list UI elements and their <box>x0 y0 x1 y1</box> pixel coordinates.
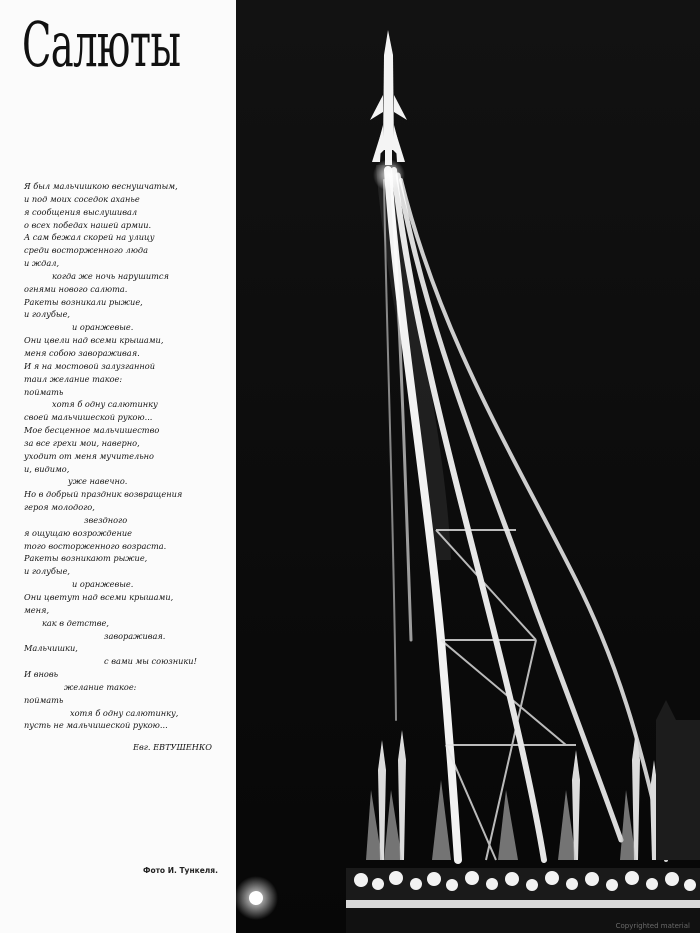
poem-line: я ощущаю возрождение <box>24 527 132 538</box>
poem-line: желание такое: <box>64 681 137 692</box>
poem-line: Ракеты возникают рыжие, <box>24 553 148 564</box>
poem-line: о всех победах нашей армии. <box>24 219 152 230</box>
poem-line: Ракеты возникали рыжие, <box>24 296 143 307</box>
poem-line: и голубые, <box>24 566 71 577</box>
poem-line: завораживая. <box>104 630 166 641</box>
poem-line: И вновь <box>24 669 59 680</box>
poem-line: и оранжевые. <box>72 579 134 590</box>
poem-line: поймать <box>24 386 64 397</box>
poem-line: пусть не мальчишеской рукою... <box>24 720 168 731</box>
poem-line: среди восторженного люда <box>24 245 148 256</box>
building-silhouette <box>656 700 700 860</box>
watermark: Copyrighted material <box>615 922 690 930</box>
poem-line: Мое бесценное мальчишество <box>24 425 160 436</box>
poem-line: меня, <box>24 604 50 615</box>
photo-credit: Фото И. Тункеля. <box>143 866 218 875</box>
poem-line: Но в добрый праздник возвращения <box>24 489 183 500</box>
page-title: Салюты <box>22 8 181 81</box>
engine-glow <box>373 159 405 191</box>
poem-line: хотя б одну салютинку, <box>70 707 179 718</box>
night-photo <box>236 0 700 933</box>
poem-line: за все грехи мои, наверно, <box>24 437 140 448</box>
text-column <box>0 0 236 933</box>
poem-line: как в детстве, <box>42 617 109 628</box>
poem-line: с вами мы союзники! <box>104 656 197 667</box>
poem-line: поймать <box>24 694 64 705</box>
poem-line: звездного <box>84 514 128 525</box>
poem-line: героя молодого, <box>24 502 95 513</box>
street-lamp <box>249 891 263 905</box>
poem-line: хотя б одну салютинку <box>52 399 158 410</box>
poem-line: я сообщения выслушивал <box>24 206 138 217</box>
poem-author: Евг. ЕВТУШЕНКО <box>133 742 212 752</box>
poem-line: и оранжевые. <box>72 322 134 333</box>
poem-line: меня собою завораживая. <box>24 347 140 358</box>
poem-line: Они цветут над всеми крышами, <box>24 592 174 602</box>
poem-line: того восторженного возраста. <box>24 540 167 551</box>
poem-line: уходит от меня мучительно <box>24 450 154 461</box>
poem-line: уже навечно. <box>68 476 128 487</box>
poem <box>24 180 234 732</box>
rocket-monument-illustration <box>236 0 700 933</box>
poem-line: таил желание такое: <box>24 373 123 384</box>
poem-line: и, видимо, <box>24 463 70 474</box>
poem-line: огнями нового салюта. <box>24 283 128 294</box>
poem-line: Я был мальчишкою веснушчатым, <box>24 181 178 191</box>
poem-line: и ждал, <box>24 258 60 269</box>
poem-line: А сам бежал скорей на улицу <box>24 232 155 243</box>
poem-line: и голубые, <box>24 309 71 320</box>
poem-line: Они цвели над всеми крышами, <box>24 335 164 346</box>
poem-line: своей мальчишеской рукою... <box>24 412 153 423</box>
poem-line: и под моих соседок аханье <box>24 193 140 204</box>
poem-line: И я на мостовой залузганной <box>24 360 155 371</box>
poem-line: Мальчишки, <box>24 643 78 654</box>
poem-line: когда же ночь нарушится <box>52 270 169 281</box>
